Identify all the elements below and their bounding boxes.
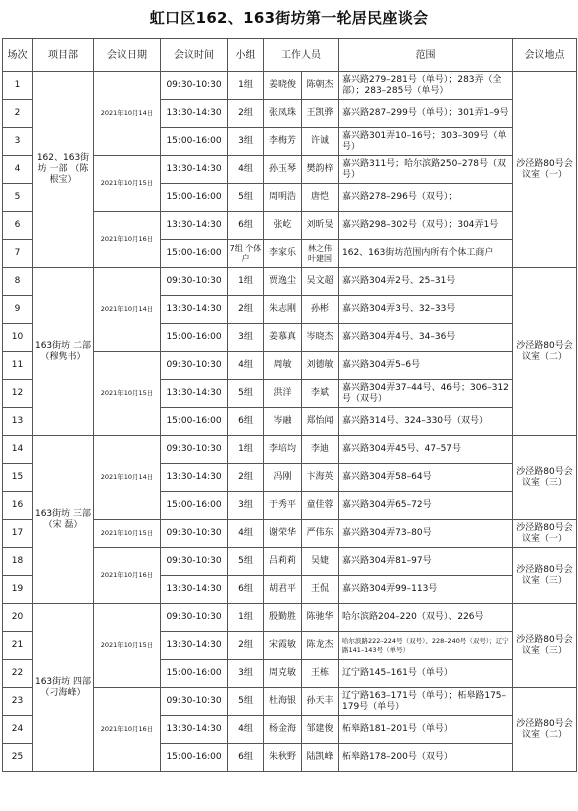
group-cell: 5组 [228, 688, 264, 716]
staff-cell: 李家乐 [264, 240, 302, 268]
staff-cell: 刘德敏 [302, 352, 339, 380]
session-number: 23 [3, 688, 33, 716]
group-cell: 2组 [228, 464, 264, 492]
header-cell: 场次 [3, 39, 33, 72]
schedule-table [2, 38, 577, 772]
range-cell: 嘉兴路304弄37–44号、46号；306–312号（双号） [339, 380, 513, 408]
range-cell: 嘉兴路304弄65–72号 [339, 492, 513, 520]
staff-cell: 严伟东 [302, 520, 339, 548]
session-number: 10 [3, 324, 33, 352]
date-cell: 2021年10月15日 [94, 156, 161, 212]
dept-cell: 162、163街坊 一部 （陈根宝） [33, 72, 94, 268]
time-cell: 13:30-14:30 [161, 380, 228, 408]
session-number: 1 [3, 72, 33, 100]
staff-cell: 孙玉琴 [264, 156, 302, 184]
staff-cell: 孙天丰 [302, 688, 339, 716]
header-cell: 会议日期 [94, 39, 161, 72]
group-cell: 1组 [228, 72, 264, 100]
time-cell: 15:00-16:00 [161, 660, 228, 688]
session-number: 4 [3, 156, 33, 184]
header-cell: 工作人员 [264, 39, 339, 72]
date-cell: 2021年10月14日 [94, 436, 161, 520]
staff-cell: 郑怡闻 [302, 408, 339, 436]
group-cell: 1组 [228, 604, 264, 632]
staff-cell: 吴文超 [302, 268, 339, 296]
time-cell: 09:30-10:30 [161, 688, 228, 716]
group-cell: 2组 [228, 296, 264, 324]
group-cell: 1组 [228, 268, 264, 296]
group-cell: 1组 [228, 436, 264, 464]
range-cell: 嘉兴路298–302号（双号）；304弄1号 [339, 212, 513, 240]
session-number: 9 [3, 296, 33, 324]
range-cell: 柘皋路178–200号（双号） [339, 744, 513, 772]
staff-cell: 岑晓杰 [302, 324, 339, 352]
date-cell: 2021年10月15日 [94, 352, 161, 436]
session-number: 20 [3, 604, 33, 632]
staff-cell: 谢荣华 [264, 520, 302, 548]
session-number: 2 [3, 100, 33, 128]
staff-cell: 吕莉莉 [264, 548, 302, 576]
session-number: 5 [3, 184, 33, 212]
staff-cell: 冯刚 [264, 464, 302, 492]
range-cell: 哈尔滨路222–224号（双号）、228–240号（双号）；辽宁路141–143号（单号） [339, 632, 513, 660]
staff-cell: 李迪 [302, 436, 339, 464]
staff-cell: 杨金海 [264, 716, 302, 744]
group-cell: 6组 [228, 408, 264, 436]
range-cell: 嘉兴路304弄99–113号 [339, 576, 513, 604]
range-cell: 嘉兴路311号；哈尔滨路250–278号（双号） [339, 156, 513, 184]
group-cell: 3组 [228, 660, 264, 688]
staff-cell: 张屹 [264, 212, 302, 240]
session-number: 11 [3, 352, 33, 380]
session-number: 3 [3, 128, 33, 156]
place-cell: 沙泾路80号会议室（三） [513, 604, 577, 688]
range-cell: 辽宁路145–161号（单号） [339, 660, 513, 688]
staff-cell: 邹建俊 [302, 716, 339, 744]
session-number: 12 [3, 380, 33, 408]
group-cell: 4组 [228, 352, 264, 380]
staff-cell: 吴婕 [302, 548, 339, 576]
staff-cell: 李培均 [264, 436, 302, 464]
time-cell: 13:30-14:30 [161, 716, 228, 744]
session-number: 25 [3, 744, 33, 772]
group-cell: 4组 [228, 716, 264, 744]
staff-cell: 王侃 [302, 576, 339, 604]
time-cell: 13:30-14:30 [161, 100, 228, 128]
header-cell: 范围 [339, 39, 513, 72]
header-cell: 项目部 [33, 39, 94, 72]
table-header-row [3, 39, 577, 72]
staff-cell: 李梅芳 [264, 128, 302, 156]
staff-cell: 林之伟 叶建国 [302, 240, 339, 268]
session-number: 21 [3, 632, 33, 660]
place-cell: 沙泾路80号会议室（三） [513, 548, 577, 604]
time-cell: 15:00-16:00 [161, 324, 228, 352]
range-cell: 辽宁路163–171号（单号）；柘皋路175–179号（单号） [339, 688, 513, 716]
group-cell: 6组 [228, 212, 264, 240]
time-cell: 13:30-14:30 [161, 464, 228, 492]
staff-cell: 杜海银 [264, 688, 302, 716]
group-cell: 5组 [228, 380, 264, 408]
range-cell: 嘉兴路304弄58–64号 [339, 464, 513, 492]
time-cell: 15:00-16:00 [161, 744, 228, 772]
staff-cell: 姜晓俊 [264, 72, 302, 100]
header-cell: 小组 [228, 39, 264, 72]
staff-cell: 胡君平 [264, 576, 302, 604]
range-cell: 嘉兴路304弄45号、47–57号 [339, 436, 513, 464]
staff-cell: 张凤珠 [264, 100, 302, 128]
session-number: 16 [3, 492, 33, 520]
staff-cell: 岑融 [264, 408, 302, 436]
range-cell: 162、163街坊范围内所有个体工商户 [339, 240, 513, 268]
staff-cell: 陈驰华 [302, 604, 339, 632]
date-cell: 2021年10月14日 [94, 268, 161, 352]
staff-cell: 唐恺 [302, 184, 339, 212]
session-number: 18 [3, 548, 33, 576]
range-cell: 柘皋路181–201号（单号） [339, 716, 513, 744]
staff-cell: 姜慕真 [264, 324, 302, 352]
range-cell: 嘉兴路287–299号（单号）；301弄1–9号 [339, 100, 513, 128]
group-cell: 4组 [228, 156, 264, 184]
place-cell: 沙泾路80号会议室（二） [513, 688, 577, 772]
time-cell: 15:00-16:00 [161, 184, 228, 212]
session-number: 15 [3, 464, 33, 492]
document-title: 虹口区162、163街坊第一轮居民座谈会 [149, 9, 429, 27]
staff-cell: 许诚 [302, 128, 339, 156]
range-cell: 嘉兴路304弄81–97号 [339, 548, 513, 576]
group-cell: 6组 [228, 744, 264, 772]
date-cell: 2021年10月16日 [94, 212, 161, 268]
time-cell: 13:30-14:30 [161, 212, 228, 240]
time-cell: 13:30-14:30 [161, 156, 228, 184]
staff-cell: 朱秋野 [264, 744, 302, 772]
group-cell: 3组 [228, 324, 264, 352]
place-cell: 沙泾路80号会议室（三） [513, 436, 577, 520]
staff-cell: 宋霞敏 [264, 632, 302, 660]
dept-cell: 163街坊 四部 （刁海峰） [33, 604, 94, 772]
time-cell: 13:30-14:30 [161, 632, 228, 660]
staff-cell: 童佳蓉 [302, 492, 339, 520]
session-number: 14 [3, 436, 33, 464]
table-row [3, 268, 577, 296]
session-number: 7 [3, 240, 33, 268]
session-number: 17 [3, 520, 33, 548]
time-cell: 09:30-10:30 [161, 352, 228, 380]
session-number: 22 [3, 660, 33, 688]
session-number: 13 [3, 408, 33, 436]
place-cell: 沙泾路80号会议室（二） [513, 268, 577, 436]
staff-cell: 洪洋 [264, 380, 302, 408]
staff-cell: 陈朝杰 [302, 72, 339, 100]
dept-cell: 163街坊 二部 （穆隽书） [33, 268, 94, 436]
place-cell: 沙泾路80号会议室（一） [513, 520, 577, 548]
time-cell: 15:00-16:00 [161, 240, 228, 268]
time-cell: 15:00-16:00 [161, 492, 228, 520]
date-cell: 2021年10月15日 [94, 604, 161, 688]
staff-cell: 于秀平 [264, 492, 302, 520]
staff-cell: 孙彬 [302, 296, 339, 324]
staff-cell: 周克敏 [264, 660, 302, 688]
group-cell: 3组 [228, 128, 264, 156]
staff-cell: 李斌 [302, 380, 339, 408]
group-cell: 5组 [228, 184, 264, 212]
date-cell: 2021年10月16日 [94, 548, 161, 604]
table-row [3, 72, 577, 100]
dept-cell: 163街坊 三部 （宋 磊） [33, 436, 94, 604]
time-cell: 09:30-10:30 [161, 72, 228, 100]
range-cell: 嘉兴路304弄3号、32–33号 [339, 296, 513, 324]
date-cell: 2021年10月14日 [94, 72, 161, 156]
time-cell: 09:30-10:30 [161, 436, 228, 464]
group-cell: 6组 [228, 576, 264, 604]
table-row [3, 604, 577, 632]
time-cell: 09:30-10:30 [161, 268, 228, 296]
header-cell: 会议地点 [513, 39, 577, 72]
place-cell: 沙泾路80号会议室（一） [513, 72, 577, 268]
range-cell: 嘉兴路304弄73–80号 [339, 520, 513, 548]
range-cell: 嘉兴路304弄5–6号 [339, 352, 513, 380]
date-cell: 2021年10月15日 [94, 520, 161, 548]
header-cell: 会议时间 [161, 39, 228, 72]
range-cell: 嘉兴路279–281号（单号）；283弄（全部）；283–285号（单号） [339, 72, 513, 100]
group-cell: 7组 个体户 [228, 240, 264, 268]
group-cell: 4组 [228, 520, 264, 548]
time-cell: 09:30-10:30 [161, 604, 228, 632]
range-cell: 嘉兴路314号、324–330号（双号） [339, 408, 513, 436]
range-cell: 嘉兴路304弄4号、34–36号 [339, 324, 513, 352]
time-cell: 15:00-16:00 [161, 408, 228, 436]
session-number: 6 [3, 212, 33, 240]
staff-cell: 王栋 [302, 660, 339, 688]
staff-cell: 樊韵梓 [302, 156, 339, 184]
session-number: 8 [3, 268, 33, 296]
time-cell: 09:30-10:30 [161, 520, 228, 548]
staff-cell: 贾逸尘 [264, 268, 302, 296]
staff-cell: 朱志刚 [264, 296, 302, 324]
group-cell: 3组 [228, 492, 264, 520]
staff-cell: 周敏 [264, 352, 302, 380]
staff-cell: 陆凯峰 [302, 744, 339, 772]
group-cell: 2组 [228, 100, 264, 128]
range-cell: 嘉兴路301弄10–16号；303–309号（单号） [339, 128, 513, 156]
range-cell: 嘉兴路278–296号（双号）； [339, 184, 513, 212]
date-cell: 2021年10月16日 [94, 688, 161, 772]
time-cell: 09:30-10:30 [161, 548, 228, 576]
staff-cell: 王凯骅 [302, 100, 339, 128]
staff-cell: 周明浩 [264, 184, 302, 212]
staff-cell: 卞海英 [302, 464, 339, 492]
group-cell: 5组 [228, 548, 264, 576]
range-cell: 嘉兴路304弄2号、25–31号 [339, 268, 513, 296]
table-row [3, 436, 577, 464]
staff-cell: 陈龙杰 [302, 632, 339, 660]
time-cell: 13:30-14:30 [161, 296, 228, 324]
time-cell: 13:30-14:30 [161, 576, 228, 604]
session-number: 24 [3, 716, 33, 744]
staff-cell: 刘昕旻 [302, 212, 339, 240]
time-cell: 15:00-16:00 [161, 128, 228, 156]
range-cell: 哈尔滨路204–220（双号）、226号 [339, 604, 513, 632]
session-number: 19 [3, 576, 33, 604]
staff-cell: 殷勤胜 [264, 604, 302, 632]
group-cell: 2组 [228, 632, 264, 660]
